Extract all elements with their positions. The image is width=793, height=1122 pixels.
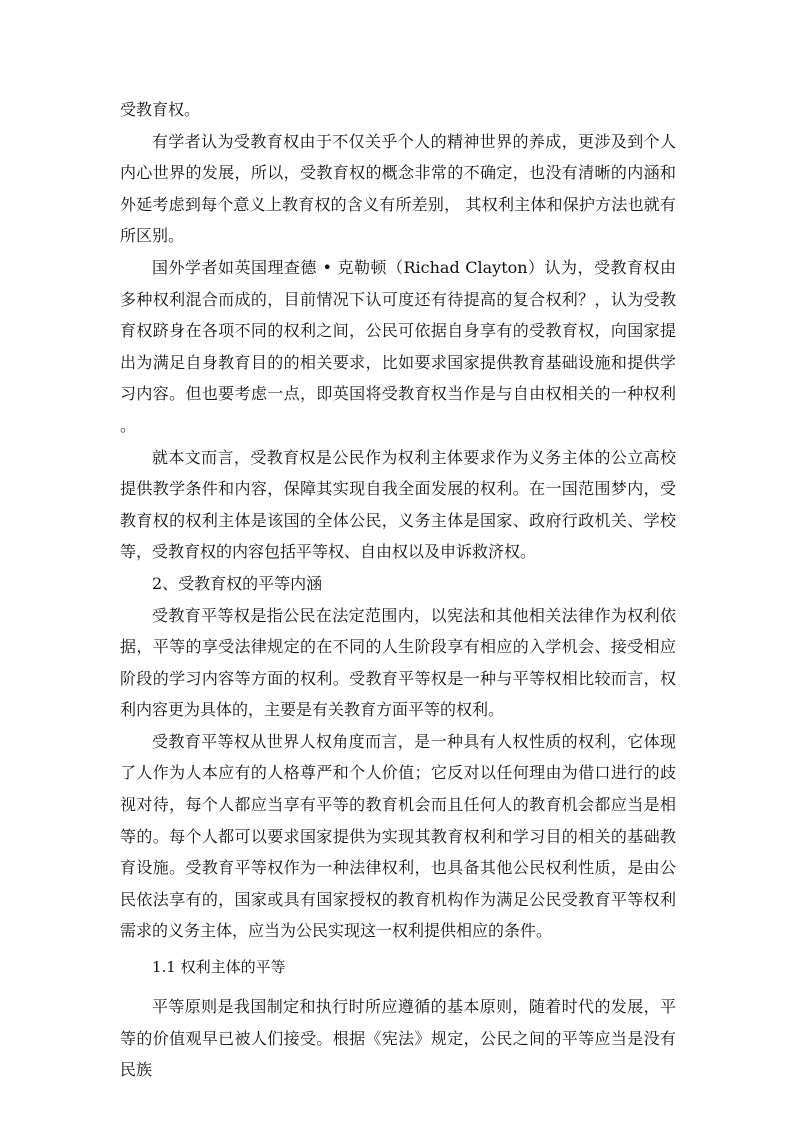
subsection-heading-subject-equality: 1.1 权利主体的平等: [152, 958, 286, 977]
paragraph-equality-principle: 平等原则是我国制定和执行时所应遵循的基本原则，随着时代的发展，平等的价值观早已被人们接受。根据《宪法》规定，公民之间的平等应当是没有民族: [120, 997, 676, 1080]
paragraph-author-definition: 就本文而言，受教育权是公民作为权利主体要求作为义务主体的公立高校提供教学条件和内容，保障其实现自我全面发展的权利。在一国范围梦内，受教育权的权利主体是该国的全体公民，义务主体是国家、政府行政机关、学校等，受教育权的内容包括平等权、自由权以及申诉救济权。: [120, 447, 676, 562]
section-heading-equality: 2、受教育权的平等内涵: [152, 573, 323, 593]
paragraph-continuation: 受教育权。: [120, 100, 201, 119]
document-page: [120, 94, 676, 1086]
paragraph-equality-human-rights: 受教育平等权从世界人权角度而言，是一种具有人权性质的权利，它体现了人作为人本应有的人格尊严和个人价值；它反对以任何理由为借口进行的歧视对待，每个人都应当享有平等的教育机会而且任何人的教育机会都应当是相等的。每个人都可以要求国家提供为实现其教育权利和学习目的相关的基础教育设施。受教育平等权作为一种法律权利，也具备其他公民权利性质，是由公民依法享有的，国家或具有国家授权的教育机构作为满足公民受教育平等权利需求的义务主体，应当为公民实现这一权利提供相应的条件。: [120, 731, 676, 941]
paragraph-scholars-view: 有学者认为受教育权由于不仅关乎个人的精神世界的养成，更涉及到个人内心世界的发展，所以，受教育权的概念非常的不确定，也没有清晰的内涵和外延考虑到每个意义上教育权的含义有所差别， 其权利主体和保护方法也就有所区别。: [120, 131, 676, 246]
paragraph-equality-definition: 受教育平等权是指公民在法定范围内，以宪法和其他相关法律作为权利依据，平等的享受法律规定的在不同的人生阶段享有相应的入学机会、接受相应阶段的学习内容等方面的权利。受教育平等权是一种与平等权相比较而言，权利内容更为具体的，主要是有关教育方面平等的权利。: [120, 605, 676, 720]
paragraph-foreign-scholars: 国外学者如英国理查德 • 克勒顿（Richad Clayton）认为，受教育权由多种权利混合而成的，目前情况下认可度还有待提高的复合权利？，认为受教育权跻身在各项不同的权利之间，公民可依据自身享有的受教育权，向国家提出为满足自身教育目的的相关要求，比如要求国家提供教育基础设施和提供学习内容。但也要考虑一点，即英国将受教育权当作是与自由权相关的一种权利。: [120, 257, 676, 435]
